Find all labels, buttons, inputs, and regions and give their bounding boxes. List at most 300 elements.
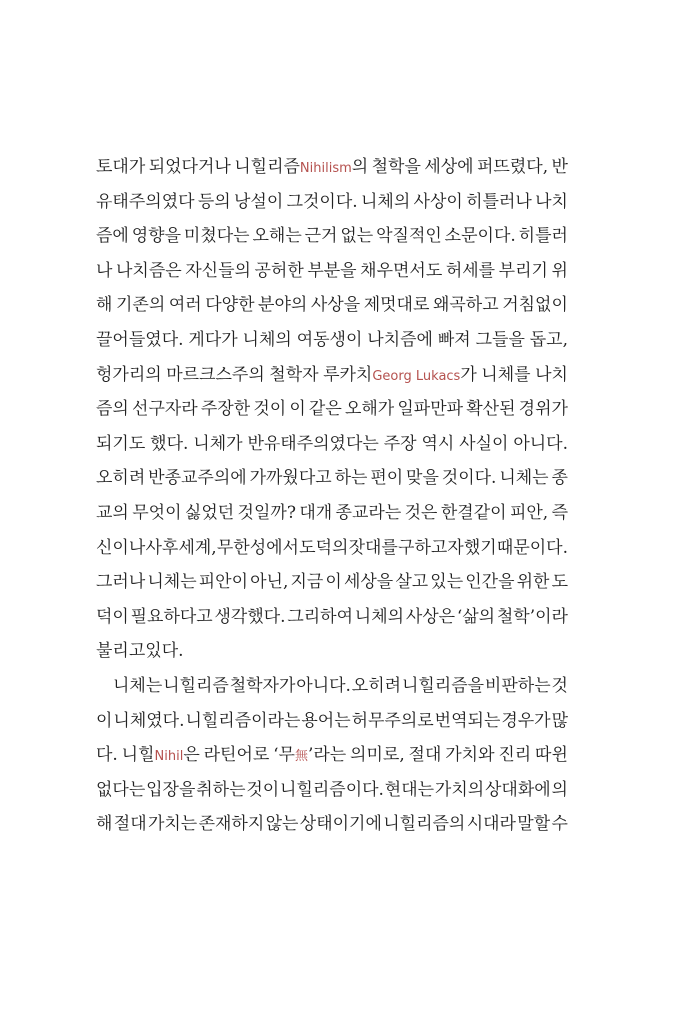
word: 것이 bbox=[253, 399, 287, 420]
text-line bbox=[96, 392, 568, 427]
word: 것이다. bbox=[441, 468, 497, 489]
text-line bbox=[96, 254, 568, 289]
word: 철학자 bbox=[269, 364, 319, 385]
word-group bbox=[535, 738, 568, 773]
word-group bbox=[433, 288, 499, 323]
word-group bbox=[336, 496, 402, 531]
text-line bbox=[96, 565, 568, 600]
word-group bbox=[96, 288, 112, 323]
word: 다양한 bbox=[205, 295, 255, 316]
word-group bbox=[344, 565, 393, 600]
word-group bbox=[243, 323, 292, 358]
word: 아니다. bbox=[296, 675, 351, 696]
word: 맞을 bbox=[406, 468, 439, 489]
word-group bbox=[376, 219, 442, 254]
word-group bbox=[247, 427, 378, 462]
word: 반 bbox=[551, 157, 568, 177]
word: 한결같이 bbox=[440, 502, 507, 523]
word-group bbox=[372, 150, 421, 185]
word-group bbox=[96, 358, 162, 393]
word: 상대화에 bbox=[485, 779, 551, 800]
word-group bbox=[459, 427, 508, 462]
word: 그것이다. bbox=[286, 191, 358, 212]
word-group bbox=[435, 773, 484, 808]
word: 제멋대로 bbox=[363, 295, 430, 316]
word: 사상이 bbox=[413, 191, 463, 212]
word: 나치 bbox=[535, 191, 568, 212]
word: 가치와 bbox=[445, 745, 495, 766]
word: 경우가 bbox=[501, 710, 551, 731]
word: 가 bbox=[460, 364, 477, 385]
word: 허세를 bbox=[445, 260, 496, 281]
paragraph bbox=[96, 669, 568, 842]
word-group bbox=[148, 807, 197, 842]
word-group bbox=[501, 704, 550, 739]
word-group bbox=[325, 565, 341, 600]
word: 때문이다. bbox=[496, 537, 568, 558]
word-group bbox=[485, 669, 551, 704]
word-group bbox=[188, 323, 237, 358]
word: 이 bbox=[96, 710, 113, 731]
word: 구하고자 bbox=[398, 537, 464, 558]
word-group bbox=[296, 669, 351, 704]
text-line bbox=[96, 185, 568, 220]
word-group bbox=[96, 704, 112, 739]
word-group bbox=[96, 531, 145, 566]
word: 의 bbox=[351, 157, 369, 177]
word-group bbox=[519, 392, 568, 427]
word-group bbox=[364, 288, 430, 323]
text-line bbox=[96, 634, 568, 669]
word: 세상에 bbox=[424, 157, 474, 177]
word: 니힐리즘을 bbox=[401, 675, 485, 696]
word: 시대라 bbox=[466, 814, 516, 835]
word: 철학’이라 bbox=[496, 606, 568, 627]
word-group bbox=[234, 150, 368, 185]
word-group bbox=[96, 150, 145, 185]
word-group bbox=[290, 565, 323, 600]
word-group bbox=[465, 565, 514, 600]
word-group bbox=[517, 565, 550, 600]
word-group bbox=[96, 565, 145, 600]
word: 역시 bbox=[421, 433, 455, 454]
word: 니체를 bbox=[481, 364, 531, 385]
word: 토대가 bbox=[96, 157, 146, 177]
word-group bbox=[185, 704, 300, 739]
word-group bbox=[199, 807, 265, 842]
word: 의 bbox=[551, 779, 568, 800]
word-group bbox=[349, 531, 398, 566]
text-line bbox=[96, 323, 568, 358]
word-group bbox=[300, 807, 382, 842]
word: 해 bbox=[96, 814, 113, 835]
word: 니힐리즘의 bbox=[383, 814, 466, 835]
word: 그러나 bbox=[96, 572, 146, 593]
word-group bbox=[355, 600, 404, 635]
text-line bbox=[96, 150, 568, 185]
word-group bbox=[254, 254, 303, 289]
word-group bbox=[424, 150, 473, 185]
word-group bbox=[442, 461, 497, 496]
word-group bbox=[204, 738, 270, 773]
word: ‘무 bbox=[273, 745, 295, 766]
word: 영향을 bbox=[131, 226, 182, 247]
word: 다. bbox=[96, 745, 118, 766]
word-group bbox=[145, 634, 183, 669]
word-group bbox=[96, 738, 118, 773]
word: 절대 bbox=[408, 745, 442, 766]
word-group bbox=[406, 600, 455, 635]
word: 덕이 bbox=[96, 606, 129, 627]
word-group bbox=[352, 704, 434, 739]
word: 잣대를 bbox=[348, 537, 398, 558]
word-group bbox=[485, 773, 551, 808]
word-group bbox=[299, 496, 332, 531]
text-line bbox=[96, 600, 568, 635]
word: 현대는 bbox=[384, 779, 435, 800]
text-line bbox=[96, 288, 568, 323]
word: 사실이 bbox=[459, 433, 509, 454]
word-group bbox=[445, 738, 494, 773]
word-group bbox=[214, 600, 285, 635]
word: 없다는 bbox=[96, 779, 146, 800]
word: 대개 bbox=[299, 502, 333, 523]
word: 없는 bbox=[340, 226, 374, 247]
word: 나치즘에 bbox=[367, 329, 433, 350]
word-group bbox=[445, 219, 516, 254]
word-group bbox=[287, 185, 358, 220]
word: 종교라는 bbox=[335, 502, 402, 523]
text-line bbox=[96, 531, 568, 566]
word: 니체의 bbox=[354, 606, 405, 627]
word: 주장한 bbox=[200, 399, 251, 420]
word-group bbox=[519, 219, 568, 254]
paragraph bbox=[96, 150, 568, 669]
word-group bbox=[132, 219, 181, 254]
word-group bbox=[96, 323, 184, 358]
word-group bbox=[185, 254, 251, 289]
word-group bbox=[530, 323, 568, 358]
word: 살고 bbox=[395, 572, 429, 593]
word: 니힐리즘 bbox=[234, 157, 300, 177]
word: 니힐리즘이다. bbox=[280, 779, 384, 800]
word: 허무주의로 bbox=[351, 710, 434, 731]
text-line bbox=[96, 704, 568, 739]
word-group bbox=[476, 323, 525, 358]
word: 의미로, bbox=[350, 745, 405, 766]
word-group bbox=[193, 427, 242, 462]
word-group bbox=[311, 288, 360, 323]
word: 빠져 bbox=[437, 329, 471, 350]
word: 무한성에서 bbox=[216, 537, 299, 558]
word-group bbox=[96, 600, 129, 635]
word-group bbox=[551, 669, 567, 704]
text-line bbox=[96, 358, 568, 393]
word-group bbox=[96, 807, 112, 842]
word: 용어는 bbox=[301, 710, 351, 731]
word-group bbox=[96, 185, 195, 220]
word: 공허한 bbox=[254, 260, 304, 281]
word-group bbox=[552, 565, 568, 600]
word-group bbox=[184, 219, 250, 254]
word: 신이나 bbox=[96, 537, 146, 558]
word-group bbox=[185, 496, 234, 531]
word-group bbox=[360, 254, 442, 289]
word-group bbox=[96, 496, 129, 531]
word-group bbox=[395, 565, 428, 600]
word: 미쳤다는 bbox=[183, 226, 250, 247]
word-group bbox=[122, 738, 200, 773]
word-group bbox=[497, 600, 568, 635]
word-group bbox=[148, 461, 247, 496]
word: 오히려 bbox=[351, 675, 402, 696]
word: 끌어들였다. bbox=[96, 329, 184, 350]
word: 되기도 bbox=[96, 433, 146, 454]
word-group bbox=[535, 358, 568, 393]
word-group bbox=[466, 185, 532, 220]
word: 사상을 bbox=[310, 295, 361, 316]
word-group bbox=[340, 219, 373, 254]
word-group bbox=[551, 254, 567, 289]
word: 부리기 bbox=[498, 260, 548, 281]
word-group bbox=[517, 807, 550, 842]
word: 필요하다고 bbox=[130, 606, 213, 627]
word-group bbox=[287, 600, 353, 635]
word-group bbox=[552, 773, 568, 808]
text-line bbox=[96, 427, 568, 462]
text-line bbox=[96, 496, 568, 531]
word-group bbox=[178, 531, 216, 566]
word-group bbox=[446, 254, 495, 289]
word-group bbox=[497, 531, 568, 566]
word: 은 bbox=[183, 745, 200, 766]
word-group bbox=[350, 738, 405, 773]
word-group bbox=[552, 150, 568, 185]
word-group bbox=[297, 323, 363, 358]
word-group bbox=[250, 461, 332, 496]
word-group bbox=[301, 704, 350, 739]
word: 수 bbox=[551, 814, 568, 835]
word-group bbox=[430, 565, 463, 600]
word: 있는 bbox=[430, 572, 464, 593]
word-group bbox=[198, 185, 231, 220]
word-group bbox=[481, 358, 530, 393]
word: 하는 bbox=[334, 468, 368, 489]
word: 반유태주의였다는 bbox=[247, 433, 379, 454]
text-line bbox=[96, 461, 568, 496]
word: 히틀러 bbox=[518, 226, 568, 247]
word: 반종교주의에 bbox=[148, 468, 247, 489]
word: 같은 bbox=[308, 399, 342, 420]
word: 생각했다. bbox=[214, 606, 286, 627]
word-group bbox=[498, 738, 531, 773]
word-group bbox=[169, 288, 202, 323]
word: 자신들의 bbox=[185, 260, 251, 281]
word: 이 bbox=[325, 572, 342, 593]
word: 해 bbox=[96, 295, 113, 316]
word-group bbox=[253, 392, 286, 427]
word-group bbox=[150, 427, 188, 462]
word: 아니다. bbox=[513, 433, 568, 454]
word: 경위가 bbox=[518, 399, 568, 420]
word: 주장 bbox=[383, 433, 417, 454]
word-group bbox=[367, 323, 433, 358]
word-group bbox=[132, 392, 198, 427]
hanja-gloss: 無 bbox=[294, 749, 308, 765]
word: 상태이기에 bbox=[299, 814, 382, 835]
word: 사후 bbox=[145, 537, 179, 558]
word: 존재하지 bbox=[198, 814, 265, 835]
word: 도 bbox=[551, 572, 568, 593]
word-group bbox=[513, 427, 568, 462]
word-group bbox=[409, 738, 442, 773]
word-group bbox=[307, 254, 356, 289]
word-group bbox=[457, 600, 495, 635]
word: ‘삶의 bbox=[456, 606, 496, 627]
word: ’라는 bbox=[307, 745, 347, 766]
word-group bbox=[116, 288, 165, 323]
text-line bbox=[96, 807, 568, 842]
word: 채우면서도 bbox=[360, 260, 443, 281]
word-group bbox=[438, 323, 471, 358]
word-group bbox=[258, 288, 307, 323]
foreign-gloss: Nihil bbox=[154, 749, 184, 765]
word-group bbox=[196, 773, 245, 808]
word: 말할 bbox=[517, 814, 551, 835]
word: 니체의 bbox=[360, 191, 411, 212]
word-group bbox=[146, 773, 195, 808]
word-group bbox=[116, 254, 182, 289]
word: 니힐 bbox=[121, 745, 155, 766]
word: 낭설이 bbox=[234, 191, 284, 212]
word: 가치의 bbox=[434, 779, 485, 800]
word-group bbox=[398, 531, 464, 566]
word: 따윈 bbox=[535, 745, 568, 766]
word: 선구자라 bbox=[132, 399, 198, 420]
word-group bbox=[113, 669, 162, 704]
word-group bbox=[552, 496, 568, 531]
word-group bbox=[246, 773, 279, 808]
word: 니체는 bbox=[113, 675, 163, 696]
word-group bbox=[510, 496, 548, 531]
word: 것이 bbox=[246, 779, 280, 800]
word: 않는 bbox=[265, 814, 299, 835]
word: 번역되는 bbox=[434, 710, 501, 731]
foreign-gloss: Georg Lukacs bbox=[372, 368, 461, 384]
word-group bbox=[535, 185, 568, 220]
word: 불리고 bbox=[96, 641, 146, 662]
word-group bbox=[441, 496, 507, 531]
word: 가까웠다고 bbox=[249, 468, 332, 489]
word: 했기 bbox=[463, 537, 497, 558]
word: 많 bbox=[551, 710, 568, 731]
word: 니힐리즘 bbox=[163, 675, 229, 696]
word-group bbox=[309, 392, 342, 427]
word-group bbox=[96, 392, 129, 427]
word: 진리 bbox=[498, 745, 532, 766]
word-group bbox=[145, 531, 178, 566]
word: 지금 bbox=[290, 572, 324, 593]
word-group bbox=[201, 392, 250, 427]
word: 일파만파 bbox=[397, 399, 464, 420]
word: 오해가 bbox=[344, 399, 395, 420]
word: 니체는 bbox=[499, 468, 549, 489]
word: 나 bbox=[96, 260, 113, 281]
word-group bbox=[551, 461, 567, 496]
word-group bbox=[199, 565, 248, 600]
word: 게다가 bbox=[188, 329, 238, 350]
word-group bbox=[114, 807, 147, 842]
word: 니힐리즘이라는 bbox=[185, 710, 301, 731]
word-group bbox=[384, 427, 417, 462]
word: 여동생이 bbox=[296, 329, 363, 350]
word-group bbox=[238, 496, 296, 531]
word: 유태주의였다 bbox=[96, 191, 195, 212]
word: 되었다거나 bbox=[148, 157, 231, 177]
word-group bbox=[252, 219, 301, 254]
word-group bbox=[269, 358, 318, 393]
word-group bbox=[163, 669, 229, 704]
word-group bbox=[217, 531, 299, 566]
word-group bbox=[352, 669, 401, 704]
word-group bbox=[383, 807, 465, 842]
word: 헝가리의 bbox=[96, 364, 162, 385]
word-group bbox=[149, 150, 231, 185]
word-group bbox=[166, 358, 265, 393]
foreign-gloss: Nihilism bbox=[299, 161, 352, 176]
word: 세상을 bbox=[343, 572, 394, 593]
word: 철학을 bbox=[371, 157, 421, 177]
word: 즘의 bbox=[96, 399, 129, 420]
word-group bbox=[96, 461, 145, 496]
word: 것일까? bbox=[237, 502, 296, 523]
word: 싫었던 bbox=[184, 502, 235, 523]
word: 오해는 bbox=[252, 226, 302, 247]
word: 위한 bbox=[516, 572, 550, 593]
body-text bbox=[96, 150, 568, 842]
word: 비판하는 bbox=[484, 675, 551, 696]
word: 니체의 bbox=[242, 329, 292, 350]
word-group bbox=[289, 392, 305, 427]
word-group bbox=[402, 669, 484, 704]
word-group bbox=[466, 392, 515, 427]
word: 도덕의 bbox=[299, 537, 349, 558]
word-group bbox=[280, 773, 384, 808]
word: 악질적인 bbox=[376, 226, 442, 247]
word: 아닌, bbox=[250, 572, 289, 593]
word-group bbox=[335, 461, 368, 496]
word: 절대 bbox=[113, 814, 147, 835]
word: 분야의 bbox=[258, 295, 308, 316]
word: 마르크스주의 bbox=[166, 364, 265, 385]
word: 즘에 bbox=[96, 226, 129, 247]
word: 했다. bbox=[150, 433, 189, 454]
word: 니체가 bbox=[193, 433, 243, 454]
word: 그들을 bbox=[475, 329, 525, 350]
word: 교의 bbox=[96, 502, 129, 523]
word-group bbox=[230, 669, 296, 704]
word-group bbox=[131, 600, 213, 635]
word-group bbox=[96, 773, 145, 808]
word: 이 bbox=[289, 399, 306, 420]
word: 라틴어로 bbox=[203, 745, 270, 766]
word: 나치즘은 bbox=[115, 260, 182, 281]
word-group bbox=[305, 219, 338, 254]
word: 소문이다. bbox=[444, 226, 516, 247]
word-group bbox=[250, 565, 288, 600]
word-group bbox=[345, 392, 394, 427]
word: 확산된 bbox=[466, 399, 516, 420]
